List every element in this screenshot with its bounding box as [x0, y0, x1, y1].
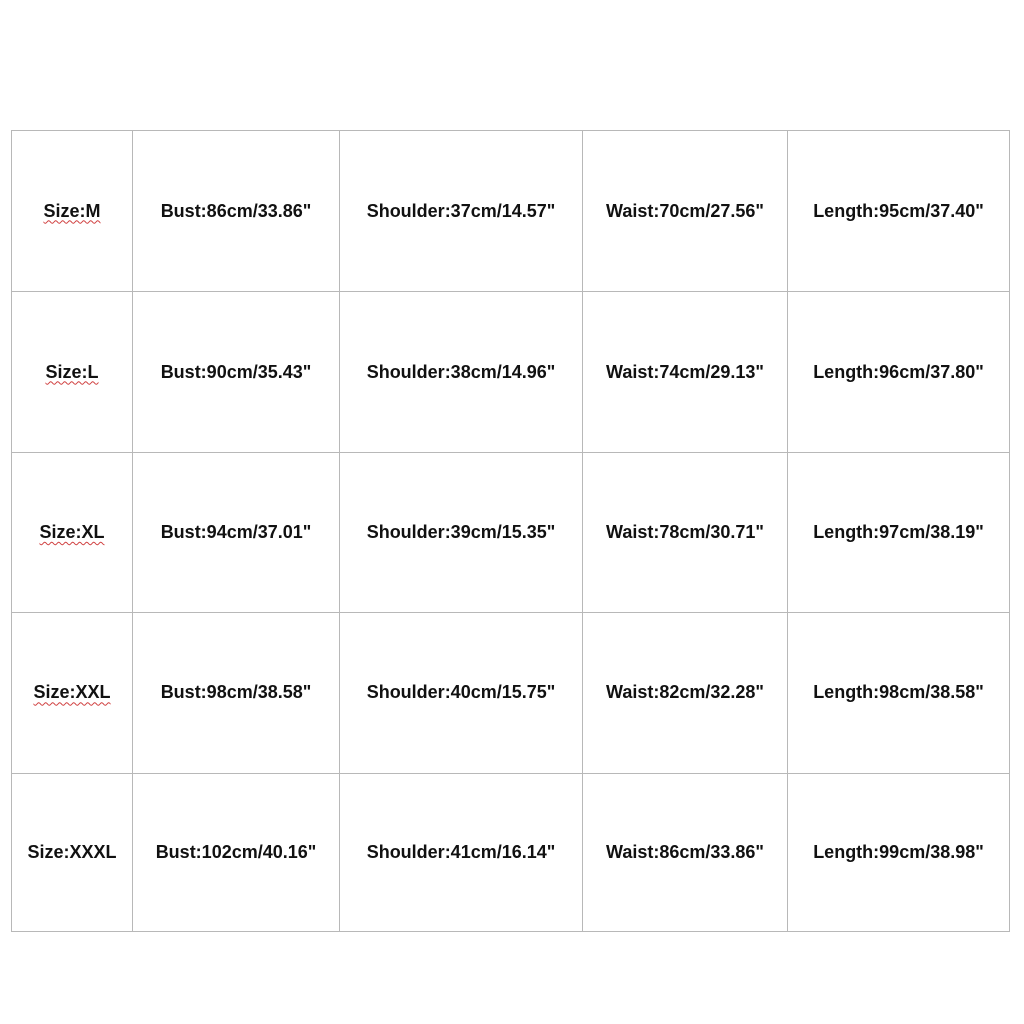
size-label: Size:L: [45, 361, 99, 382]
bust-cell: Bust:94cm/37.01": [133, 452, 340, 612]
size-cell: [12, 613, 133, 773]
size-cell: [12, 773, 133, 931]
size-cell: [12, 452, 133, 612]
shoulder-cell: Shoulder:37cm/14.57": [340, 131, 583, 292]
size-cell: [12, 292, 133, 452]
size-label: Size:XXL: [33, 682, 111, 703]
waist-cell: Waist:78cm/30.71": [583, 452, 788, 612]
shoulder-cell: Shoulder:38cm/14.96": [340, 292, 583, 452]
shoulder-cell: Shoulder:39cm/15.35": [340, 452, 583, 612]
waist-cell: Waist:74cm/29.13": [583, 292, 788, 452]
table-row: [12, 452, 1010, 612]
length-cell: Length:95cm/37.40": [788, 131, 1010, 292]
bust-cell: Bust:98cm/38.58": [133, 613, 340, 773]
size-label: Size:M: [43, 200, 101, 221]
shoulder-cell: Shoulder:41cm/16.14": [340, 773, 583, 931]
size-label: Size:XL: [39, 521, 105, 542]
waist-cell: Waist:82cm/32.28": [583, 613, 788, 773]
length-cell: Length:98cm/38.58": [788, 613, 1010, 773]
size-cell: [12, 131, 133, 292]
table-row: [12, 131, 1010, 292]
size-label: Size:XXXL: [27, 841, 117, 862]
bust-cell: Bust:102cm/40.16": [133, 773, 340, 931]
table-row: [12, 292, 1010, 452]
waist-cell: Waist:86cm/33.86": [583, 773, 788, 931]
table-row: [12, 613, 1010, 773]
waist-cell: Waist:70cm/27.56": [583, 131, 788, 292]
length-cell: Length:99cm/38.98": [788, 773, 1010, 931]
length-cell: Length:96cm/37.80": [788, 292, 1010, 452]
bust-cell: Bust:90cm/35.43": [133, 292, 340, 452]
table-row: [12, 773, 1010, 931]
length-cell: Length:97cm/38.19": [788, 452, 1010, 612]
size-chart-table: [11, 130, 1010, 932]
bust-cell: Bust:86cm/33.86": [133, 131, 340, 292]
shoulder-cell: Shoulder:40cm/15.75": [340, 613, 583, 773]
